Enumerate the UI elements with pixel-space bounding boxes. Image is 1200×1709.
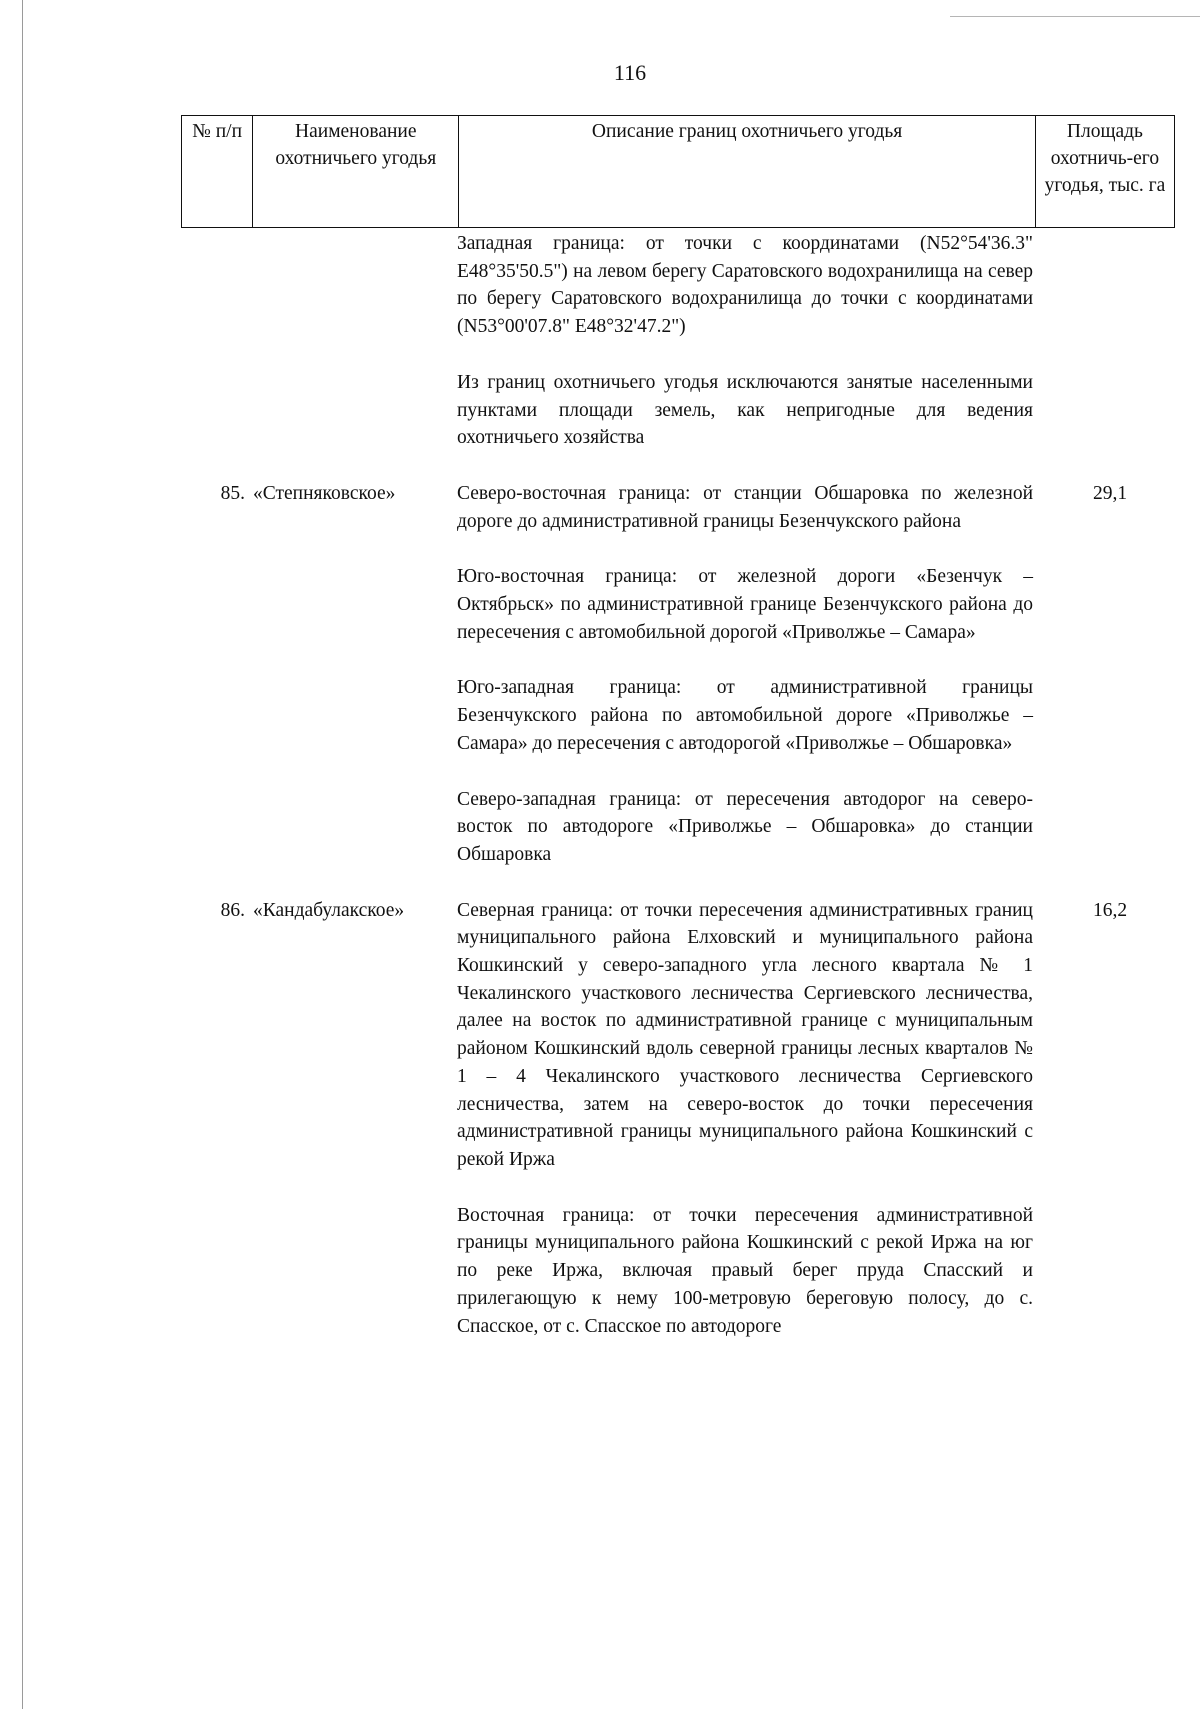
description-paragraph: Северная граница: от точки пересечения административных границ муниципального района Елховский и муниципального района Кошкинский у северо-западного угла лесного квартала № 1 Чекалинского участкового лесничества Сергиевского лесничества, далее на восток по административной границе с муниципальным районом Кошкинский вдоль северной границы лесных кварталов № 1 – 4 Чекалинского участкового лесничества Сергиевского лесничества, затем на северо-восток до точки пересечения административной границы муниципального района Кошкинский с рекой Иржа bbox=[457, 899, 1033, 1170]
description-paragraph: Юго-западная граница: от административной границы Безенчукского района по автомобильной дороге «Приволжье – Самара» до пересечения с автодорогой «Приволжье – Обшаровка» bbox=[457, 677, 1033, 754]
table-row bbox=[181, 897, 1175, 1369]
description-paragraph: Северо-восточная граница: от станции Обшаровка по железной дороге до административной границы Безенчукского района bbox=[457, 482, 1033, 532]
scan-edge-line bbox=[22, 0, 23, 1709]
header-col-area: Площадь охотничь-его угодья, тыс. га bbox=[1035, 116, 1174, 228]
entry-number bbox=[181, 230, 245, 480]
table-header bbox=[181, 115, 1175, 228]
scan-edge-line-top bbox=[950, 16, 1200, 17]
table-row bbox=[181, 480, 1175, 897]
entry-number: 86. bbox=[220, 899, 245, 921]
entry-name: «Степняковское» bbox=[253, 482, 396, 504]
entry-area: 29,1 bbox=[1092, 482, 1128, 504]
header-col-description: Описание границ охотничьего угодья bbox=[459, 116, 1036, 228]
entry-name bbox=[245, 230, 445, 480]
description-paragraph: Из границ охотничьего угодья исключаются занятые населенными пунктами площади земель, как непригодные для ведения охотничьего хозяйства bbox=[457, 371, 1033, 449]
entry-area bbox=[1033, 230, 1175, 480]
description-paragraph: Западная граница: от точки с координатами (N52°54'36.3" E48°35'50.5") на левом берегу Саратовского водохранилища на север по берегу Саратовского водохранилища до точки с координатами (N53°00'07.8" E48°32'47.2") bbox=[457, 233, 1033, 338]
entry-area: 16,2 bbox=[1092, 899, 1128, 921]
description-paragraph: Северо-западная граница: от пересечения автодорог на северо-восток по автодороге «Приволжье – Обшаровка» до станции Обшаровка bbox=[457, 788, 1033, 865]
entry-number: 85. bbox=[220, 482, 245, 504]
page-number: 116 bbox=[613, 60, 647, 85]
entry-description bbox=[445, 230, 1033, 480]
description-paragraph: Восточная граница: от точки пересечения административной границы муниципального района Кошкинский с рекой Иржа на юг по реке Иржа, включая правый берег пруда Спасский и прилегающую к нему 100-метровую береговую полосу, до с. Спасское, от с. Спасское по автодороге bbox=[457, 1204, 1033, 1337]
entry-name: «Кандабулакское» bbox=[253, 899, 405, 921]
header-col-number: № п/п bbox=[182, 116, 253, 228]
entry-description bbox=[445, 480, 1033, 897]
header-col-name: Наименование охотничьего угодья bbox=[253, 116, 459, 228]
table-row-continuation bbox=[181, 230, 1175, 480]
description-paragraph: Юго-восточная граница: от железной дороги «Безенчук – Октябрьск» по административной границе Безенчукского района до пересечения с автомобильной дорогой «Приволжье – Самара» bbox=[457, 566, 1033, 643]
entry-description bbox=[445, 897, 1033, 1369]
table-body bbox=[181, 230, 1175, 1368]
